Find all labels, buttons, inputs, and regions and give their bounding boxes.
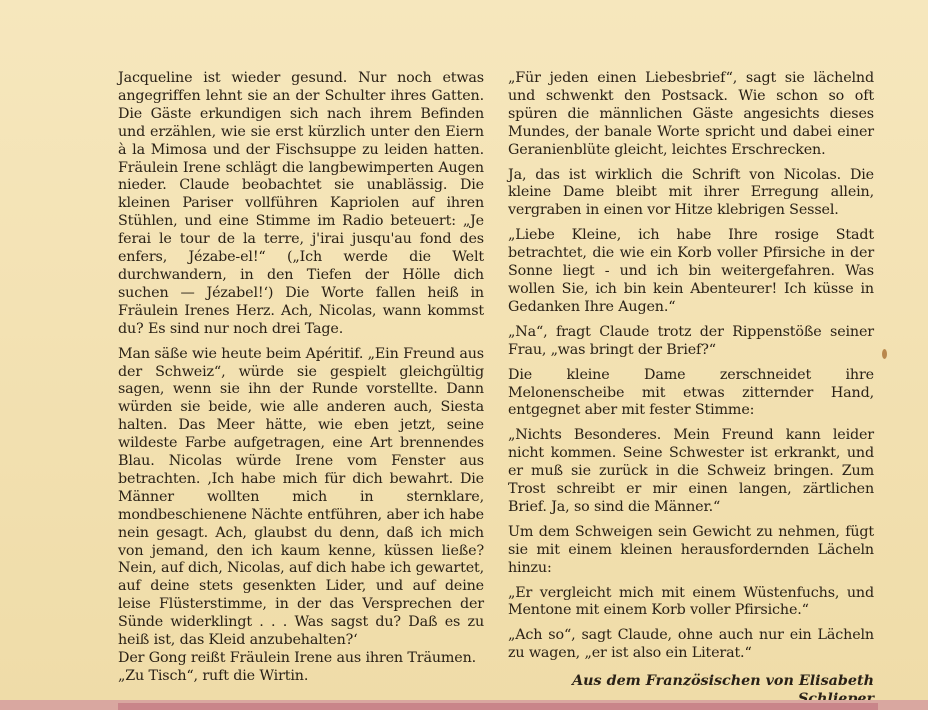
paragraph: „Liebe Kleine, ich habe Ihre rosige Stadt betrachtet, die wie ein Korb voller Pfirsiche in der Sonne liegt - und ich bin weitergefahren. Was wollen Sie, ich bin kein Abenteurer! Ich küsse in Gedanken Ihre Augen.“ [508,227,874,315]
paragraph: „Na“, fragt Claude trotz der Rippenstöße seiner Frau, „was bringt der Brief?“ [508,323,874,358]
paragraph: Man säße wie heute beim Apéritif. „Ein Freund aus der Schweiz“, würde sie gespielt gleichgültig sagen, wenn sie ihn der Runde vorstellte. Dann würden sie beide, wie alle anderen auch, Siesta halten. Das Meer hätte, wie eben jetzt, seine wildeste Farbe aufgetragen, eine Art brennendes Blau. Nicolas würde Irene vom Fenster aus betrachten. ‚Ich habe mich für dich bewahrt. Die Männer wollten mich in sternklare, mondbeschienene Nächte entführen, aber ich habe nein gesagt. Ach, glaubst du denn, daß ich mich von jemand, den ich kaum kenne, küssen ließe? Nein, auf dich, Nicolas, auf dich habe ich gewartet, auf deine stets gesenkten Lider, und auf deine leise Flüsterstimme, in der das Versprechen der Sünde widerklingt . . . Was sagst du? Daß es zu heiß ist, das Kleid anzubehalten?‘ [118,345,484,649]
paragraph: „Für jeden einen Liebesbrief“, sagt sie lächelnd und schwenkt den Postsack. Wie schon so oft spüren die männlichen Gäste angesichts dieses Mundes, der banale Worte spricht und dabei einer Geranienblüte gleicht, leichtes Erschrecken. [508,70,874,158]
paragraph: Der Gong reißt Fräulein Irene aus ihren Träumen. [118,650,477,666]
paragraph: „Ach so“, sagt Claude, ohne auch nur ein Lächeln zu wagen, „er ist also ein Literat.“ [508,627,874,662]
paragraph: „Zu Tisch“, ruft die Wirtin. [118,667,309,684]
right-text-column [508,70,874,710]
paragraph: Ja, das ist wirklich die Schrift von Nicolas. Die kleine Dame bleibt mit ihrer Erregung allein, vergraben in einen vor Hitze klebrigen Sessel. [508,166,874,219]
paragraph: „Nichts Besonderes. Mein Freund kann leider nicht kommen. Seine Schwester ist erkrankt, und er muß sie zurück in die Schweiz bringen. Zum Trost schreibt er mir einen langen, zärtlichen Brief. Ja, so sind die Männer.“ [508,427,874,515]
paragraph: Jacqueline ist wieder gesund. Nur noch etwas angegriffen lehnt sie an der Schulter ihres Gatten. Die Gäste erkundigen sich nach ihrem Befinden und erzählen, wie sie erst kürzlich unter den Eiern à la Mimosa und der Fischsuppe zu leiden hatten. Fräulein Irene schlägt die langbewimperten Augen nieder. Claude beobachtet sie unablässig. Die kleinen Pariser vollführen Kapriolen auf ihren Stühlen, und eine Stimme im Radio beteuert: „Je ferai le tour de la terre, j'irai jusqu'au fond des enfers, Jézabe-el!“ („Ich werde die Welt durchwandern, in den Tiefen der Hölle dich suchen — Jézabel!‘) Die Worte fallen heiß in Fräulein Irenes Herz. Ach, Nicolas, wann kommst du? Es sind nur noch drei Tage. [118,70,484,337]
ink-speck [882,349,887,359]
paragraph: Um dem Schweigen sein Gewicht zu nehmen, fügt sie mit einem kleinen herausfordernden Lächeln hinzu: [508,523,874,576]
translator-credit: Aus dem Französischen von Elisabeth [572,673,874,690]
paragraph: „Er vergleicht mich mit einem Wüstenfuchs, und Mentone mit einem Korb voller Pfirsiche.“ [508,584,874,619]
paragraph: Die kleine Dame zerschneidet ihre Melonenscheibe mit etwas zitternder Hand, entgegnet aber mit fester Stimme: [508,366,874,419]
left-text-column [118,70,484,693]
bottom-color-band [0,700,928,710]
